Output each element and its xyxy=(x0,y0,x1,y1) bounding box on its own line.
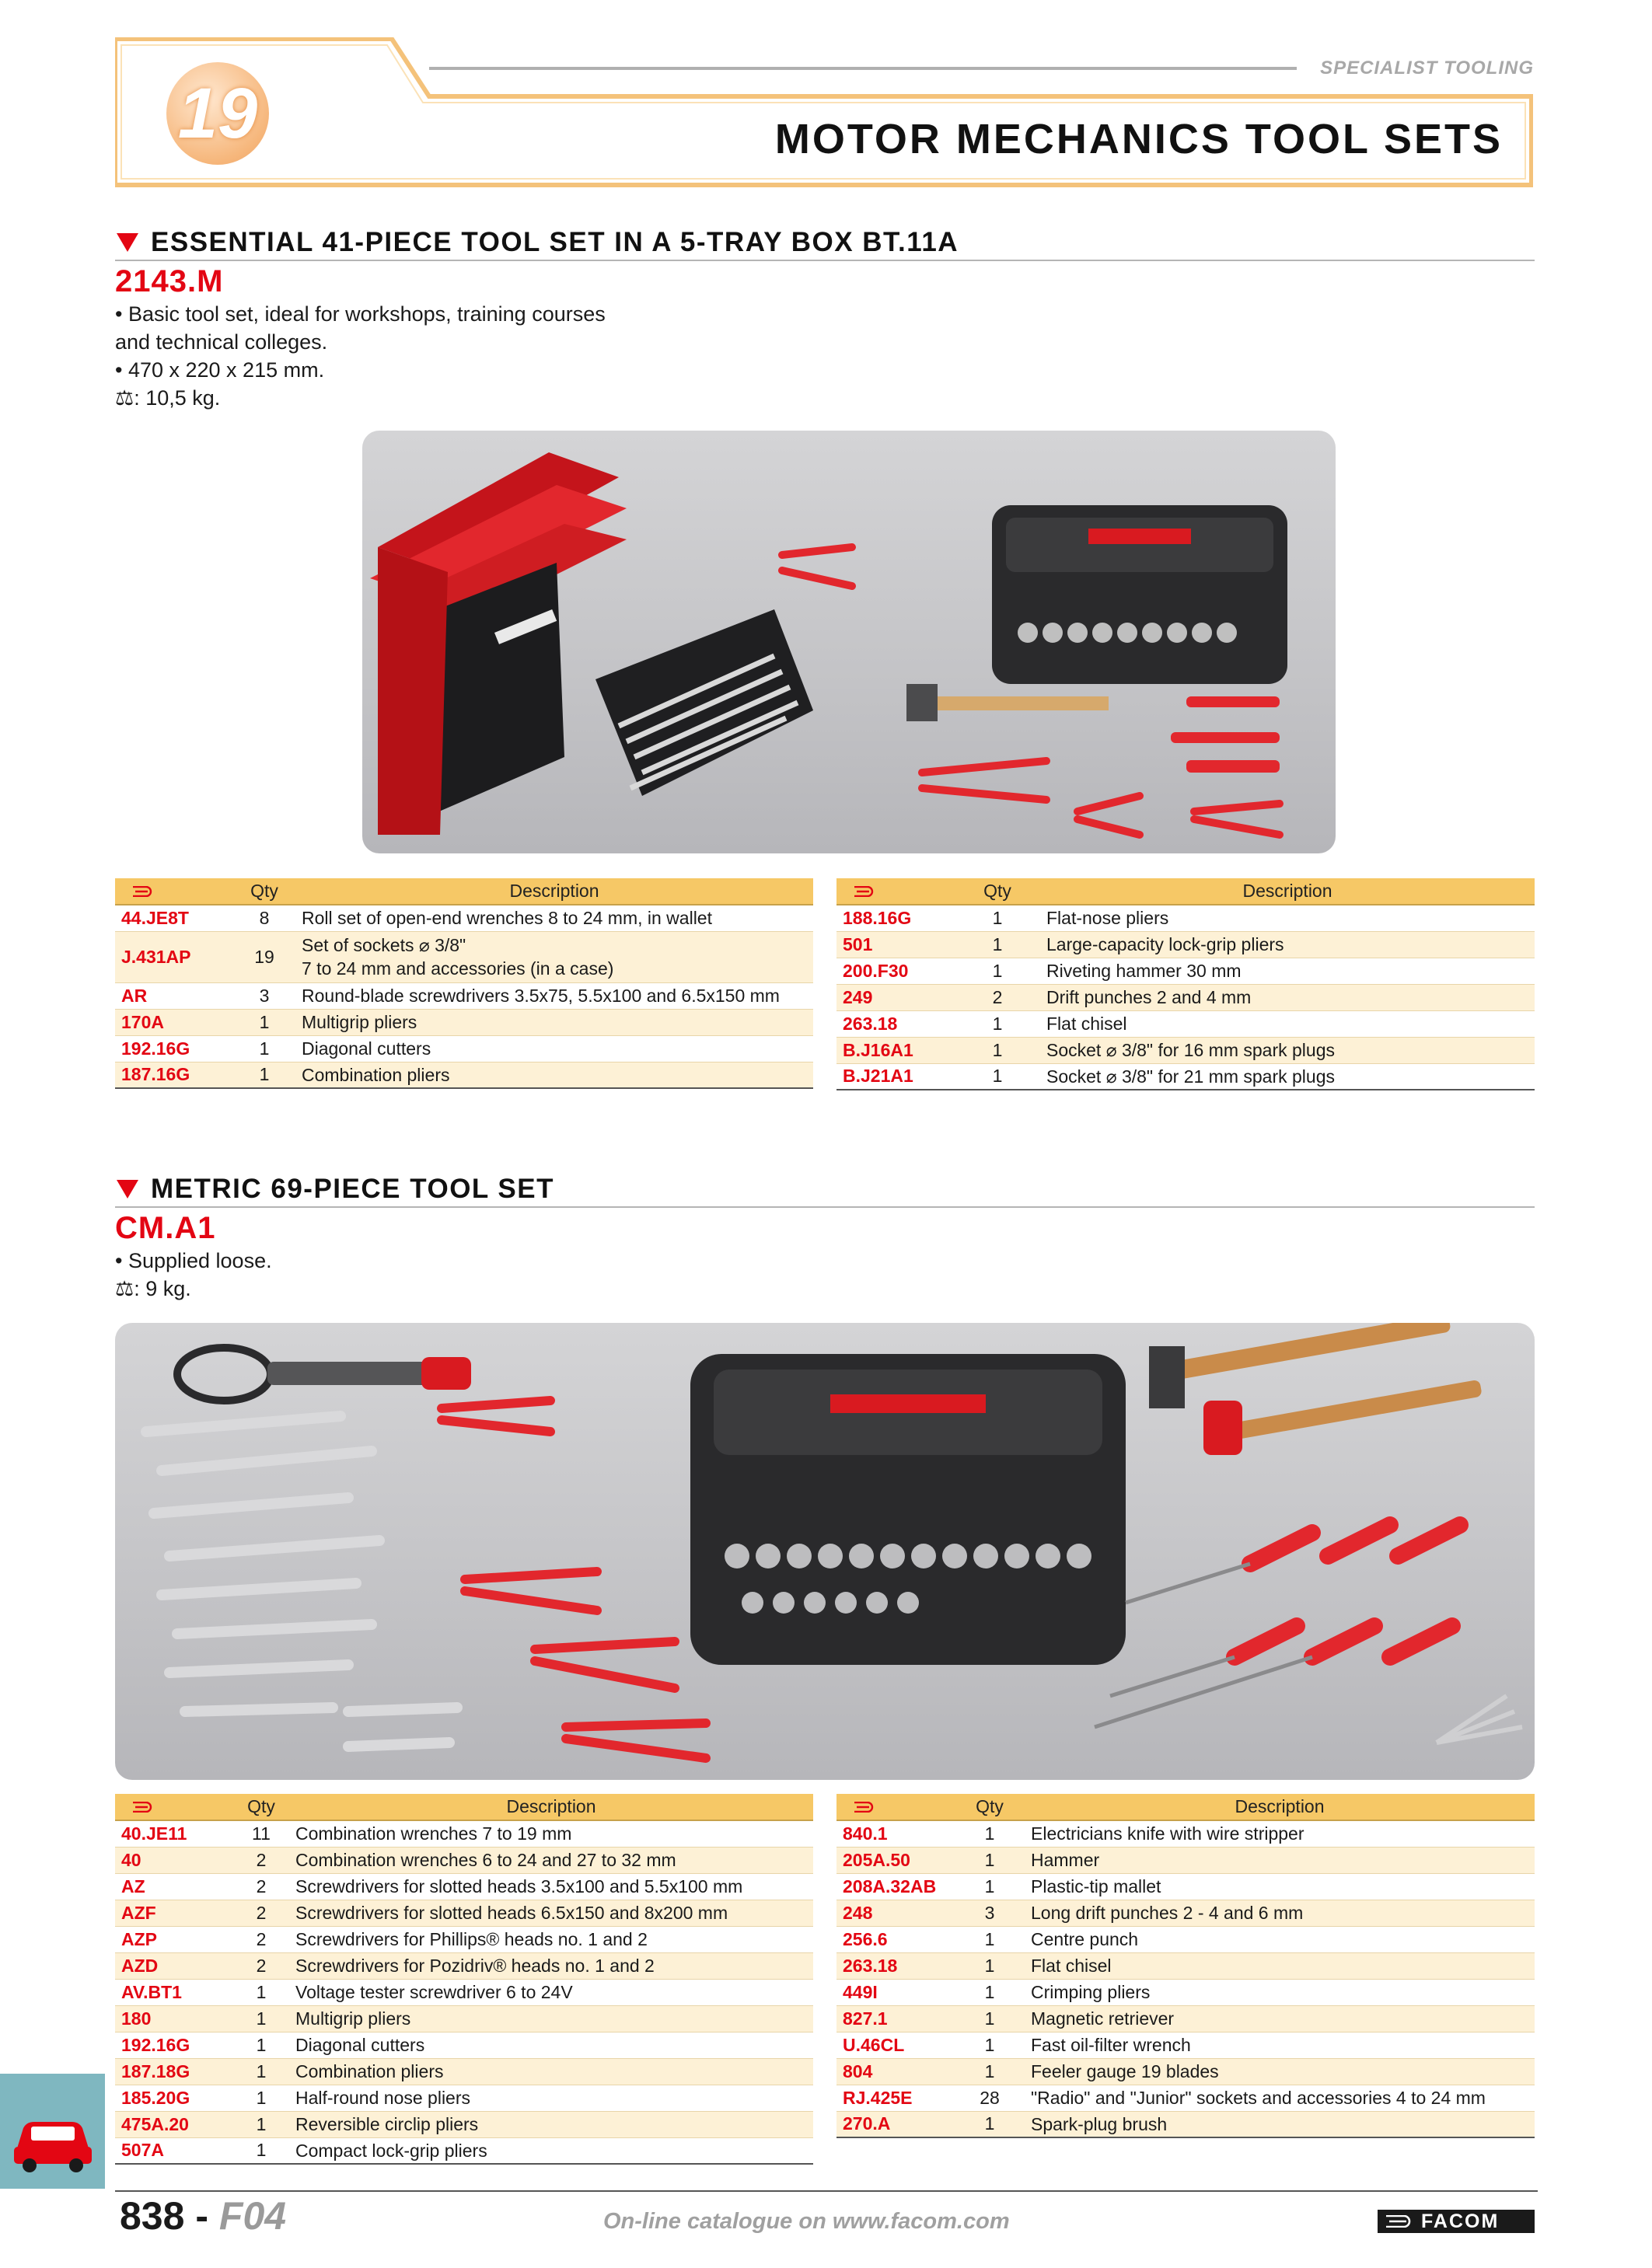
part-qty: 1 xyxy=(955,1926,1025,1952)
part-qty: 1 xyxy=(955,905,1040,931)
part-qty: 1 xyxy=(233,2085,289,2111)
table-row xyxy=(115,1062,813,1088)
part-code[interactable]: AZD xyxy=(115,1952,233,1979)
part-description: Flat chisel xyxy=(1040,1010,1535,1037)
part-description: Combination pliers xyxy=(289,2058,813,2085)
part-qty: 1 xyxy=(233,1009,295,1035)
product-code[interactable]: CM.A1 xyxy=(115,1211,216,1245)
table-row xyxy=(115,2085,813,2111)
part-code[interactable]: 501 xyxy=(836,931,955,958)
part-qty: 2 xyxy=(233,1900,289,1926)
part-description xyxy=(295,931,813,982)
part-description: Voltage tester screwdriver 6 to 24V xyxy=(289,1979,813,2005)
part-description: Combination pliers xyxy=(295,1062,813,1088)
part-qty: 3 xyxy=(955,1900,1025,1926)
part-code[interactable]: 263.18 xyxy=(836,1010,955,1037)
part-qty: 1 xyxy=(955,2032,1025,2058)
part-description: Round-blade screwdrivers 3.5x75, 5.5x100 and 6.5x150 mm xyxy=(295,982,813,1009)
facom-ref-icon xyxy=(854,1802,874,1813)
part-code[interactable]: B.J21A1 xyxy=(836,1063,955,1090)
part-qty: 1 xyxy=(955,1010,1040,1037)
table-row xyxy=(115,1873,813,1900)
part-qty: 2 xyxy=(233,1926,289,1952)
qty-column-header: Qty xyxy=(233,878,295,905)
part-code[interactable]: 180 xyxy=(115,2005,233,2032)
part-description: Fast oil-filter wrench xyxy=(1025,2032,1535,2058)
ref-column-header xyxy=(115,878,233,905)
part-code[interactable]: 170A xyxy=(115,1009,233,1035)
car-icon xyxy=(0,2074,105,2189)
part-description: Centre punch xyxy=(1025,1926,1535,1952)
table-row xyxy=(115,982,813,1009)
part-qty: 1 xyxy=(233,2032,289,2058)
table-row xyxy=(115,2111,813,2137)
part-code[interactable]: AZF xyxy=(115,1900,233,1926)
table-row xyxy=(836,1926,1535,1952)
qty-column-header: Qty xyxy=(233,1794,289,1820)
table-row xyxy=(115,1952,813,1979)
part-qty: 1 xyxy=(955,1820,1025,1847)
table-row xyxy=(115,1009,813,1035)
description-column-header: Description xyxy=(1025,1794,1535,1820)
part-description-line: Set of sockets ⌀ 3/8" xyxy=(302,935,466,955)
table-row xyxy=(836,2032,1535,2058)
part-qty: 2 xyxy=(233,1873,289,1900)
table-row xyxy=(836,1820,1535,1847)
part-qty: 19 xyxy=(233,931,295,982)
table-row xyxy=(836,905,1535,931)
part-code[interactable]: 200.F30 xyxy=(836,958,955,984)
table-row xyxy=(115,931,813,982)
table-row xyxy=(836,2058,1535,2085)
parts-table-right xyxy=(836,1794,1535,2138)
qty-column-header: Qty xyxy=(955,878,1040,905)
part-code[interactable]: 475A.20 xyxy=(115,2111,233,2137)
part-description: Half-round nose pliers xyxy=(289,2085,813,2111)
part-code[interactable]: AR xyxy=(115,982,233,1009)
ref-column-header xyxy=(836,1794,955,1820)
chapter-number-badge: 19 xyxy=(166,62,269,165)
part-code[interactable]: 192.16G xyxy=(115,2032,233,2058)
part-qty: 1 xyxy=(233,2137,289,2164)
part-description: Plastic-tip mallet xyxy=(1025,1873,1535,1900)
triangle-marker-icon xyxy=(117,233,138,252)
table-row xyxy=(836,2005,1535,2032)
note-line: ⚖: 9 kg. xyxy=(115,1277,191,1300)
facom-ref-icon xyxy=(854,886,874,897)
facom-ref-icon xyxy=(132,886,152,897)
part-code[interactable]: 248 xyxy=(836,1900,955,1926)
product-photo-2143m xyxy=(362,431,1336,853)
facom-ref-icon xyxy=(132,1802,152,1813)
table-row xyxy=(115,1900,813,1926)
product-code[interactable]: 2143.M xyxy=(115,264,224,298)
part-description: "Radio" and "Junior" sockets and accessories 4 to 24 mm xyxy=(1025,2085,1535,2111)
part-code[interactable]: B.J16A1 xyxy=(836,1037,955,1063)
part-qty: 1 xyxy=(233,1035,295,1062)
parts-table-left xyxy=(115,878,813,1089)
part-description-line: 7 to 24 mm and accessories (in a case) xyxy=(302,958,614,979)
note-line: • 470 x 220 x 215 mm. xyxy=(115,358,325,382)
part-qty: 1 xyxy=(233,2058,289,2085)
page-number xyxy=(120,2193,286,2238)
part-description: Magnetic retriever xyxy=(1025,2005,1535,2032)
product-photo-cma1 xyxy=(115,1323,1535,1780)
parts-table-right xyxy=(836,878,1535,1090)
note-line: ⚖: 10,5 kg. xyxy=(115,386,221,410)
chapter-side-tab[interactable] xyxy=(0,2074,105,2189)
part-description: Diagonal cutters xyxy=(289,2032,813,2058)
part-qty: 1 xyxy=(233,1062,295,1088)
table-row xyxy=(115,2137,813,2164)
product-heading-cma1 xyxy=(115,1172,1535,1208)
part-qty: 1 xyxy=(233,2005,289,2032)
part-description: Socket ⌀ 3/8" for 16 mm spark plugs xyxy=(1040,1037,1535,1063)
table-row xyxy=(115,1847,813,1873)
part-description: Screwdrivers for Phillips® heads no. 1 and 2 xyxy=(289,1926,813,1952)
ref-column-header xyxy=(836,878,955,905)
triangle-marker-icon xyxy=(117,1180,138,1199)
part-code[interactable]: 270.A xyxy=(836,2111,955,2137)
table-row xyxy=(836,1900,1535,1926)
product-notes xyxy=(115,1247,272,1303)
product-heading-text: ESSENTIAL 41-PIECE TOOL SET IN A 5-TRAY BOX BT.11A xyxy=(151,227,959,257)
table-row xyxy=(115,2032,813,2058)
part-description: Socket ⌀ 3/8" for 21 mm spark plugs xyxy=(1040,1063,1535,1090)
part-code[interactable]: 40.JE11 xyxy=(115,1820,233,1847)
part-code[interactable]: 187.18G xyxy=(115,2058,233,2085)
part-qty: 1 xyxy=(233,2111,289,2137)
part-code[interactable]: 185.20G xyxy=(115,2085,233,2111)
part-code[interactable]: 188.16G xyxy=(836,905,955,931)
part-code[interactable]: 507A xyxy=(115,2137,233,2164)
table-row xyxy=(836,1010,1535,1037)
table-row xyxy=(115,1820,813,1847)
catalogue-url-link[interactable]: On-line catalogue on www.facom.com xyxy=(603,2209,1010,2234)
page-number-separator: - xyxy=(195,2194,208,2238)
part-qty: 3 xyxy=(233,982,295,1009)
part-code[interactable]: 192.16G xyxy=(115,1035,233,1062)
table-row xyxy=(836,1952,1535,1979)
note-line: and technical colleges. xyxy=(115,330,328,354)
part-code[interactable]: 44.JE8T xyxy=(115,905,233,931)
table-row xyxy=(836,1979,1535,2005)
part-code[interactable]: 804 xyxy=(836,2058,955,2085)
description-column-header: Description xyxy=(289,1794,813,1820)
part-description: Reversible circlip pliers xyxy=(289,2111,813,2137)
part-qty: 1 xyxy=(955,1979,1025,2005)
table-row xyxy=(836,2111,1535,2137)
product-heading-text: METRIC 69-PIECE TOOL SET xyxy=(151,1174,554,1204)
part-qty: 1 xyxy=(233,1979,289,2005)
part-qty: 2 xyxy=(955,984,1040,1010)
part-code[interactable]: 205A.50 xyxy=(836,1847,955,1873)
facom-logo xyxy=(1378,2210,1535,2233)
part-description: Diagonal cutters xyxy=(295,1035,813,1062)
table-row xyxy=(836,1037,1535,1063)
table-row xyxy=(115,1926,813,1952)
part-description: Riveting hammer 30 mm xyxy=(1040,958,1535,984)
table-row xyxy=(836,958,1535,984)
part-description: Crimping pliers xyxy=(1025,1979,1535,2005)
part-description: Electricians knife with wire stripper xyxy=(1025,1820,1535,1847)
part-description: Large-capacity lock-grip pliers xyxy=(1040,931,1535,958)
part-description: Drift punches 2 and 4 mm xyxy=(1040,984,1535,1010)
part-code[interactable]: 827.1 xyxy=(836,2005,955,2032)
part-code[interactable]: AV.BT1 xyxy=(115,1979,233,2005)
part-qty: 2 xyxy=(233,1847,289,1873)
part-code[interactable]: J.431AP xyxy=(115,931,233,982)
table-row xyxy=(836,984,1535,1010)
note-line: • Supplied loose. xyxy=(115,1249,272,1272)
table-row xyxy=(115,1979,813,2005)
table-row xyxy=(836,1063,1535,1090)
part-description: Flat chisel xyxy=(1025,1952,1535,1979)
part-code[interactable]: 249 xyxy=(836,984,955,1010)
part-qty: 1 xyxy=(955,1873,1025,1900)
ref-column-header xyxy=(115,1794,233,1820)
brand-name: FACOM xyxy=(1421,2210,1500,2232)
footer-rule xyxy=(115,2190,1538,2192)
part-qty: 8 xyxy=(233,905,295,931)
part-qty: 11 xyxy=(233,1820,289,1847)
part-qty: 1 xyxy=(955,1847,1025,1873)
description-column-header: Description xyxy=(1040,878,1535,905)
part-code[interactable]: AZ xyxy=(115,1873,233,1900)
part-description: Screwdrivers for slotted heads 6.5x150 and 8x200 mm xyxy=(289,1900,813,1926)
page-number-value: 838 xyxy=(120,2194,185,2238)
page-title: MOTOR MECHANICS TOOL SETS xyxy=(774,116,1503,162)
part-description: Screwdrivers for slotted heads 3.5x100 and 5.5x100 mm xyxy=(289,1873,813,1900)
part-description: Combination wrenches 6 to 24 and 27 to 32 mm xyxy=(289,1847,813,1873)
part-description: Combination wrenches 7 to 19 mm xyxy=(289,1820,813,1847)
part-qty: 1 xyxy=(955,958,1040,984)
table-row xyxy=(836,931,1535,958)
part-qty: 1 xyxy=(955,931,1040,958)
note-line: • Basic tool set, ideal for workshops, training courses xyxy=(115,302,606,326)
table-row xyxy=(836,1873,1535,1900)
parts-table-left xyxy=(115,1794,813,2165)
part-code[interactable]: AZP xyxy=(115,1926,233,1952)
facom-logo-icon xyxy=(1385,2215,1413,2228)
table-row xyxy=(115,2058,813,2085)
part-code[interactable]: 208A.32AB xyxy=(836,1873,955,1900)
part-description: Hammer xyxy=(1025,1847,1535,1873)
part-code[interactable]: 840.1 xyxy=(836,1820,955,1847)
table-row xyxy=(115,905,813,931)
part-description: Screwdrivers for Pozidriv® heads no. 1 and 2 xyxy=(289,1952,813,1979)
table-row xyxy=(115,1035,813,1062)
part-qty: 1 xyxy=(955,2005,1025,2032)
qty-column-header: Qty xyxy=(955,1794,1025,1820)
part-description: Compact lock-grip pliers xyxy=(289,2137,813,2164)
part-code[interactable]: 187.16G xyxy=(115,1062,233,1088)
part-description: Spark-plug brush xyxy=(1025,2111,1535,2137)
part-description: Multigrip pliers xyxy=(289,2005,813,2032)
page-code: F04 xyxy=(218,2194,287,2238)
part-code[interactable]: 263.18 xyxy=(836,1952,955,1979)
product-heading-2143m xyxy=(115,225,1535,261)
section-label: SPECIALIST TOOLING xyxy=(1320,58,1534,79)
part-code[interactable]: U.46CL xyxy=(836,2032,955,2058)
part-qty: 1 xyxy=(955,2058,1025,2085)
part-qty: 1 xyxy=(955,1063,1040,1090)
table-row xyxy=(115,2005,813,2032)
table-row xyxy=(836,2085,1535,2111)
part-qty: 1 xyxy=(955,2111,1025,2137)
part-description: Feeler gauge 19 blades xyxy=(1025,2058,1535,2085)
part-description: Multigrip pliers xyxy=(295,1009,813,1035)
part-qty: 1 xyxy=(955,1952,1025,1979)
part-code[interactable]: 256.6 xyxy=(836,1926,955,1952)
part-description: Roll set of open-end wrenches 8 to 24 mm, in wallet xyxy=(295,905,813,931)
part-description: Flat-nose pliers xyxy=(1040,905,1535,931)
description-column-header: Description xyxy=(295,878,813,905)
part-qty: 28 xyxy=(955,2085,1025,2111)
part-code[interactable]: RJ.425E xyxy=(836,2085,955,2111)
part-qty: 2 xyxy=(233,1952,289,1979)
product-notes xyxy=(115,300,606,412)
part-code[interactable]: 449I xyxy=(836,1979,955,2005)
part-qty: 1 xyxy=(955,1037,1040,1063)
part-code[interactable]: 40 xyxy=(115,1847,233,1873)
table-row xyxy=(836,1847,1535,1873)
part-description: Long drift punches 2 - 4 and 6 mm xyxy=(1025,1900,1535,1926)
